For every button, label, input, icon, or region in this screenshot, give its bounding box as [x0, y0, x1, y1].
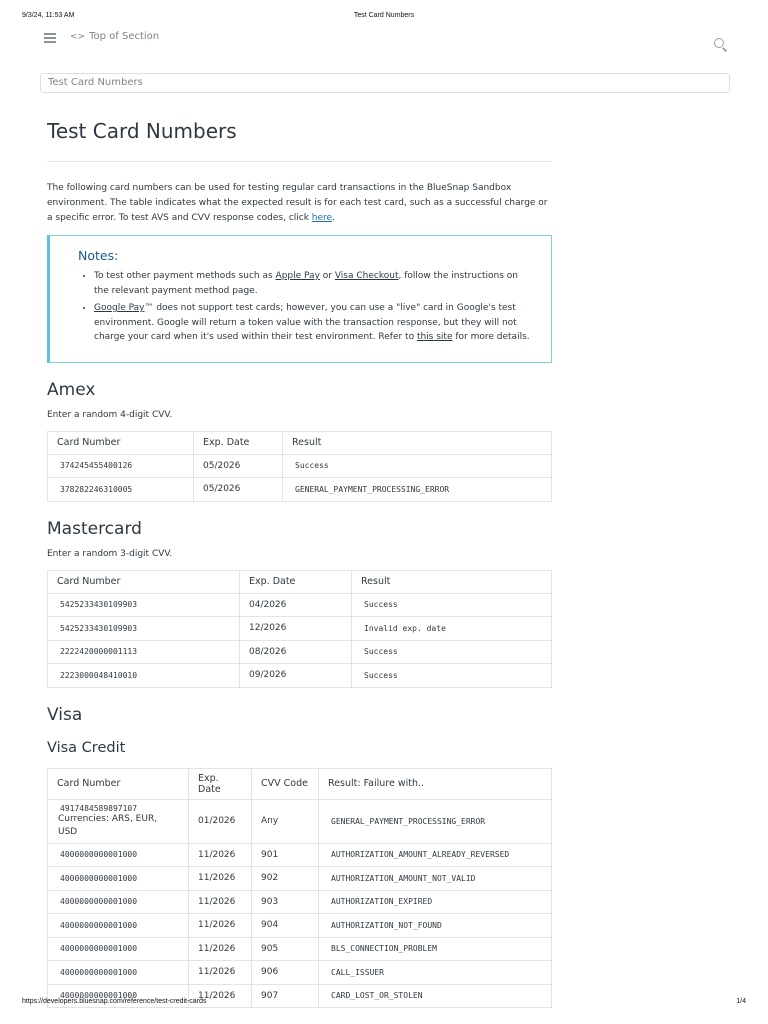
main-content [47, 116, 552, 1008]
result: Invalid exp. date [352, 617, 552, 641]
column-header: Result [352, 570, 552, 593]
this-site-link[interactable]: this site [416, 332, 453, 342]
note-text: or [319, 271, 335, 281]
card-number: 2223000048410010 [48, 664, 240, 688]
column-header: Result [283, 431, 552, 454]
result: GENERAL_PAYMENT_PROCESSING_ERROR [319, 799, 552, 843]
card-number: 4917484589897107 [60, 803, 138, 813]
cvv-code: 904 [252, 914, 319, 938]
avs-cvv-link[interactable]: here [311, 213, 333, 223]
column-header: CVV Code [252, 768, 319, 799]
result: Success [283, 454, 552, 478]
currencies: Currencies: ARS, EUR, USD [58, 813, 158, 837]
hamburger-icon[interactable] [44, 33, 56, 43]
column-header: Card Number [48, 768, 189, 799]
mastercard-cvv-note: Enter a random 3-digit CVV. [47, 548, 173, 559]
table-row [48, 478, 552, 502]
column-header: Result: Failure with.. [319, 768, 552, 799]
visa-credit-table [47, 768, 552, 1009]
exp-date: 11/2026 [189, 890, 252, 914]
page-title: Test Card Numbers [47, 119, 237, 143]
exp-date: 11/2026 [189, 984, 252, 1008]
result: AUTHORIZATION_NOT_FOUND [319, 914, 552, 938]
card-number: 4000000000001000 [48, 937, 189, 961]
result: GENERAL_PAYMENT_PROCESSING_ERROR [283, 478, 552, 502]
topbar [44, 30, 728, 48]
card-number: 4000000000001000 [48, 890, 189, 914]
table-row [48, 617, 552, 641]
card-number: 4000000000001000 [48, 843, 189, 867]
exp-date: 12/2026 [240, 617, 352, 641]
amex-heading: Amex [47, 379, 96, 400]
exp-date: 11/2026 [189, 914, 252, 938]
card-number: 5425233430109903 [48, 593, 240, 617]
cvv-code: 903 [252, 890, 319, 914]
column-header: Exp. Date [194, 431, 283, 454]
result: Success [352, 640, 552, 664]
cvv-code: 905 [252, 937, 319, 961]
table-row [48, 843, 552, 867]
column-header: Card Number [48, 570, 240, 593]
cvv-code: 907 [252, 984, 319, 1008]
print-datetime: 9/3/24, 11:53 AM [22, 12, 75, 19]
amex-table [47, 431, 552, 502]
apple-pay-link[interactable]: Apple Pay [275, 271, 320, 281]
exp-date: 09/2026 [240, 664, 352, 688]
exp-date: 11/2026 [189, 937, 252, 961]
table-header-row [48, 768, 552, 799]
visa-checkout-link[interactable]: Visa Checkout [334, 271, 399, 281]
table-row [48, 961, 552, 985]
print-header [22, 12, 746, 24]
breadcrumb[interactable]: Test Card Numbers [40, 73, 730, 93]
result: CARD_LOST_OR_STOLEN [319, 984, 552, 1008]
card-number: 2222420000001113 [48, 640, 240, 664]
table-row [48, 937, 552, 961]
card-number: 374245455400126 [48, 454, 194, 478]
mastercard-heading: Mastercard [47, 518, 142, 539]
exp-date: 01/2026 [189, 799, 252, 843]
note-text: , follow the instructions on the relevant payment method page. [94, 271, 519, 296]
print-url: https://developers.bluesnap.com/reference/test-credit-cards [22, 998, 207, 1005]
table-row [48, 914, 552, 938]
exp-date: 05/2026 [194, 478, 283, 502]
column-header: Exp. Date [189, 768, 252, 799]
result: CALL_ISSUER [319, 961, 552, 985]
mastercard-table [47, 570, 552, 688]
intro-text: The following card numbers can be used for testing regular card transactions in the BlueSnap Sandbox environment. The table indicates what the expected result is for each test card, such as a successful charge or a specific error. To test AVS and CVV response codes, click [47, 183, 548, 223]
exp-date: 11/2026 [189, 867, 252, 891]
intro-paragraph [47, 181, 552, 226]
top-of-section-link[interactable] [70, 31, 159, 42]
cvv-code: 902 [252, 867, 319, 891]
cvv-code: Any [252, 799, 319, 843]
table-row [48, 867, 552, 891]
card-number: 5425233430109903 [48, 617, 240, 641]
exp-date: 11/2026 [189, 961, 252, 985]
table-row [48, 593, 552, 617]
google-pay-link[interactable]: Google Pay [94, 303, 145, 313]
card-number-cell [48, 799, 189, 843]
notes-list [78, 269, 535, 345]
exp-date: 04/2026 [240, 593, 352, 617]
exp-date: 05/2026 [194, 454, 283, 478]
result: Success [352, 593, 552, 617]
card-number: 4000000000001000 [48, 914, 189, 938]
result: Success [352, 664, 552, 688]
visa-heading: Visa [47, 704, 83, 725]
card-number: 4000000000001000 [48, 867, 189, 891]
column-header: Exp. Date [240, 570, 352, 593]
table-row [48, 640, 552, 664]
note-item [94, 301, 535, 345]
visa-credit-heading: Visa Credit [47, 739, 126, 756]
table-header-row [48, 431, 552, 454]
note-text: To test other payment methods such as [94, 271, 276, 281]
intro-end: . [332, 213, 335, 223]
exp-date: 08/2026 [240, 640, 352, 664]
table-header-row [48, 570, 552, 593]
note-text: for more details. [452, 332, 530, 342]
result: AUTHORIZATION_EXPIRED [319, 890, 552, 914]
result: BLS_CONNECTION_PROBLEM [319, 937, 552, 961]
print-title: Test Card Numbers [353, 12, 415, 19]
column-header: Card Number [48, 431, 194, 454]
note-item [94, 269, 535, 298]
result: AUTHORIZATION_AMOUNT_ALREADY_REVERSED [319, 843, 552, 867]
search-icon[interactable] [714, 38, 728, 52]
code-icon: <> [70, 32, 86, 42]
divider [47, 161, 552, 162]
table-row [48, 664, 552, 688]
notes-callout [47, 235, 552, 363]
cvv-code: 906 [252, 961, 319, 985]
table-row [48, 890, 552, 914]
result: AUTHORIZATION_AMOUNT_NOT_VALID [319, 867, 552, 891]
notes-title: Notes: [78, 248, 119, 263]
card-number: 4000000000001000 [48, 984, 189, 1008]
card-number: 4000000000001000 [48, 961, 189, 985]
table-row [48, 454, 552, 478]
card-number: 378282246310005 [48, 478, 194, 502]
top-of-section-label: Top of Section [89, 31, 160, 42]
amex-cvv-note: Enter a random 4-digit CVV. [47, 409, 173, 420]
print-footer [22, 998, 746, 1010]
page-number: 1/4 [736, 998, 746, 1005]
table-row [48, 799, 552, 843]
cvv-code: 901 [252, 843, 319, 867]
exp-date: 11/2026 [189, 843, 252, 867]
note-text: ™ does not support test cards; however, you can use a "live" card in Google's test environment. Google will return a token value with the transaction response, but they will not charge your card when it's used within their test environment. Refer to [94, 303, 517, 342]
